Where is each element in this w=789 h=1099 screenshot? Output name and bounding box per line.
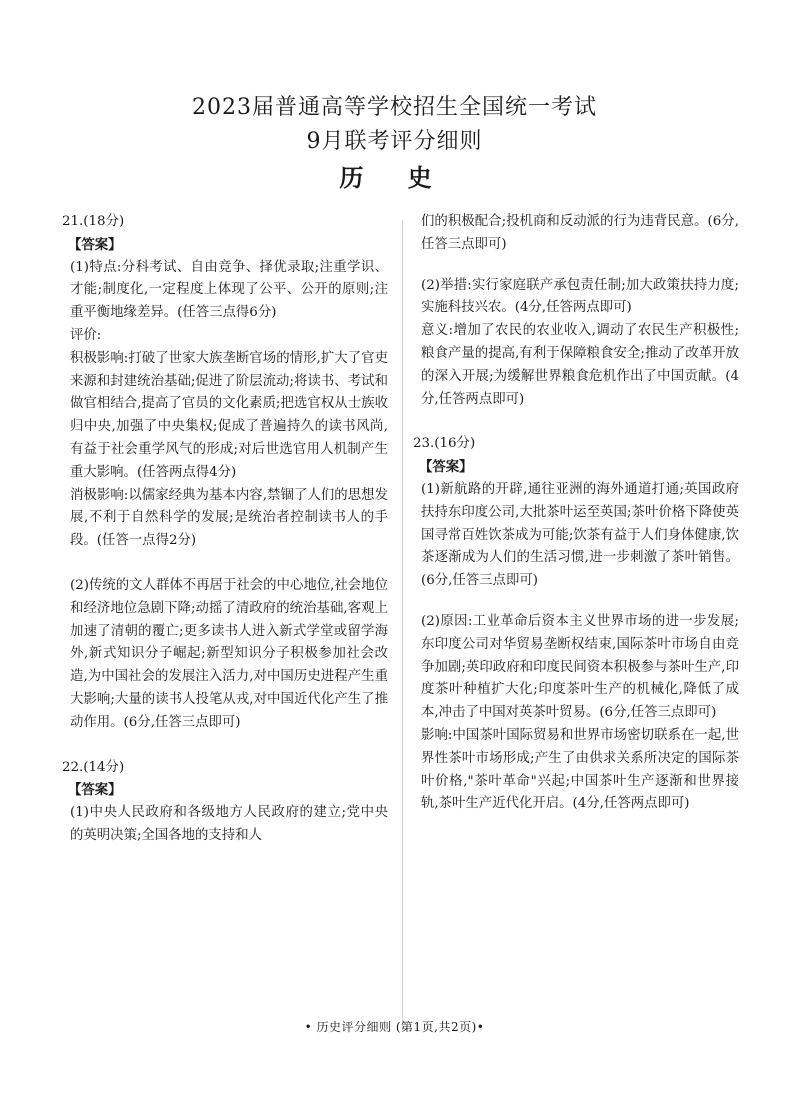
q23-heading: 23.(16分): [413, 436, 476, 452]
q21-part2: (2)传统的文人群体不再居于社会的中心地位,社会地位和经济地位急剧下降;动摇了清政府的统治基础,客观上加速了清朝的覆亡;更多读书人进入新式学堂或留学海外,新式知识分子崛起;新型知识分子积极参加社会改造,为中国社会的发展注入活力,对中国历史进程产生重大影响;大量的读书人投笔从戎,对中国近代化产生了推动作用。(6分,任答三点即可): [70, 577, 388, 730]
q23-impact: 影响:中国茶叶国际贸易和世界市场密切联系在一起,世界性茶叶市场形成;产生了由供求关系所决定的国际茶叶价格,"茶叶革命"兴起;中国茶叶生产逐渐和世界接轨,茶叶生产近代化开启。(4分,任答两点即可): [421, 727, 739, 812]
exam-title: 2023届普通高等学校招生全国统一考试: [192, 95, 597, 120]
q21-evaluation-label: 评价:: [70, 327, 102, 343]
exam-subtitle: 9月联考评分细则: [306, 129, 483, 154]
q21-positive-impact: 积极影响:打破了世家大族垄断官场的情形,扩大了官吏来源和封建统治基础;促进了阶层流动;将读书、考试和做官相结合,提高了官员的文化素质;把选官权从士族收归中央,加强了中央集权;促成了普遍持久的读书风尚,有益于社会重学风气的形成;对后世选官用人机制产生重大影响。(任答两点得4分): [70, 350, 388, 480]
q22-significance: 意义:增加了农民的农业收入,调动了农民生产积极性;粮食产量的提高,有利于保障粮食安全;推动了改革开放的深入开展;为缓解世界粮食危机作出了中国贡献。(4分,任答两点即可): [421, 323, 739, 407]
left-column: [62, 211, 388, 848]
q22-heading: 22.(14分): [62, 759, 125, 775]
q21-part1: (1)特点:分科考试、自由竞争、择优录取;注重学识、才能;制度化,一定程度上体现了公平、公开的原则;注重平衡地缘差异。(任答三点得6分): [70, 259, 388, 321]
column-divider: [402, 220, 403, 1030]
q22-part2: (2)举措:实行家庭联产承包责任制;加大政策扶持力度;实施科技兴农。(4分,任答两点即可): [421, 277, 739, 316]
right-column: [413, 211, 739, 816]
q22-part1-continued: 们的积极配合;投机商和反动派的行为违背民意。(6分,任答三点即可): [421, 214, 739, 252]
q21-heading: 21.(18分): [62, 214, 125, 229]
q22-part1: (1)中央人民政府和各级地方人民政府的建立;党中央的英明决策;全国各地的支持和人: [70, 805, 388, 843]
subject-title: 历 史: [339, 163, 450, 192]
q23-part1: (1)新航路的开辟,通往亚洲的海外通道打通;英国政府扶持东印度公司,大批茶叶运至英国;茶叶价格下降使英国寻常百姓饮茶成为可能;饮茶有益于人们身体健康,饮茶逐渐成为人们的生活习惯,进一步刺激了茶叶销售。(6分,任答三点即可): [421, 481, 739, 589]
q23-part2-reasons: (2)原因:工业革命后资本主义世界市场的进一步发展;东印度公司对华贸易垄断权结束,国际茶叶市场自由竞争加剧;英印政府和印度民间资本积极参与茶叶生产,印度茶叶种植扩大化;印度茶叶生产的机械化,降低了成本,冲击了中国对英茶叶贸易。(6分,任答三点即可): [421, 613, 739, 721]
q22-answer-label: 【答案】: [68, 782, 122, 799]
q21-answer-label: 【答案】: [68, 236, 122, 253]
q23-answer-label: 【答案】: [419, 459, 473, 476]
page-footer: • 历史评分细则 (第1页,共2页)•: [304, 1020, 485, 1034]
q21-negative-impact: 消极影响:以儒家经典为基本内容,禁锢了人们的思想发展,不利于自然科学的发展;是统治者控制读书人的手段。(任答一点得2分): [70, 487, 388, 549]
